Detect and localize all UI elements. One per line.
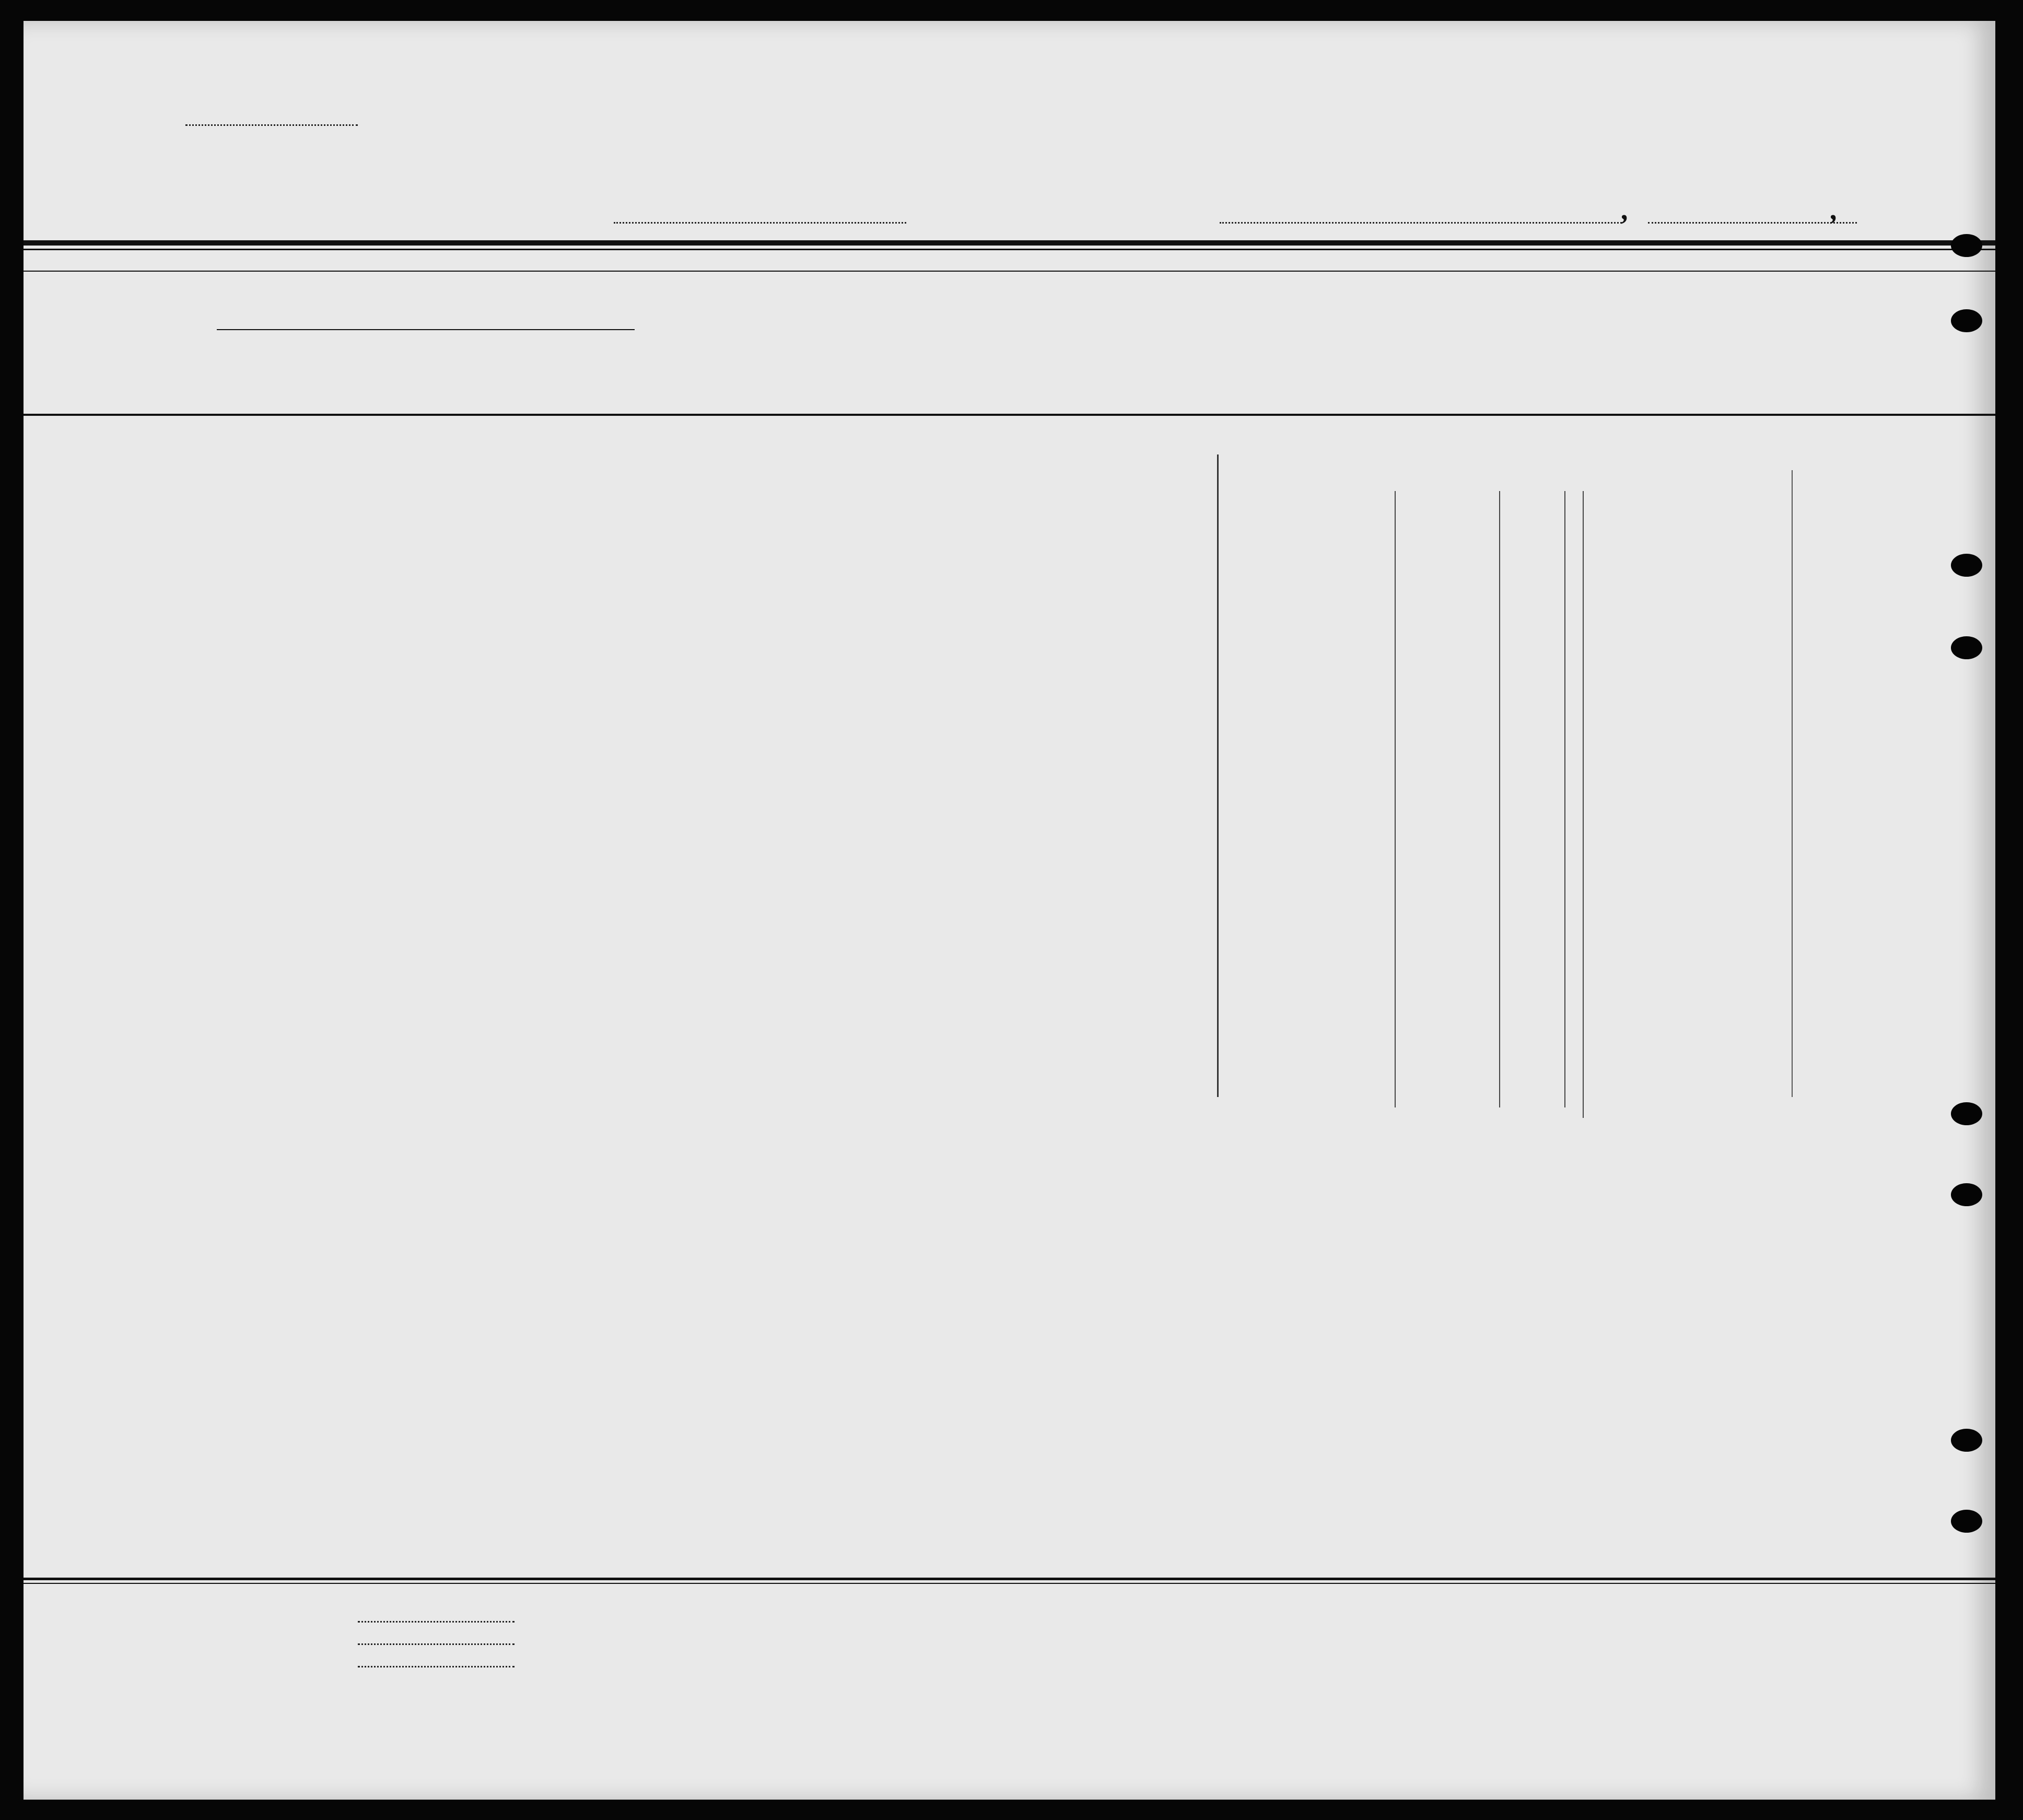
- top-rule: [24, 240, 1995, 246]
- top-rule-thin: [24, 249, 1995, 250]
- punch-hole: [1951, 1183, 1982, 1206]
- punch-hole: [1951, 309, 1982, 332]
- footer-citizens-line: [358, 1643, 514, 1645]
- footer-aliens-line: [358, 1666, 514, 1667]
- bottom-rule: [24, 1578, 1995, 1580]
- number-row-rule: [24, 271, 1995, 272]
- place-ditto-line: [1499, 491, 1500, 1107]
- punch-hole: [1951, 636, 1982, 659]
- date-ditto-line: [1583, 491, 1584, 1118]
- date-line: [1648, 222, 1857, 224]
- visa-ditto-line: [1395, 491, 1396, 1107]
- sailing-line: [1220, 222, 1622, 224]
- manifest-sheet: [24, 21, 1995, 1800]
- punch-hole: [1951, 1510, 1982, 1533]
- punch-hole: [1951, 1429, 1982, 1452]
- name-sub-rule: [217, 329, 635, 330]
- res-ditto-line: [1792, 470, 1793, 1097]
- list-line: [185, 124, 358, 126]
- header-bottom-rule: [24, 414, 1995, 416]
- bottom-rule-thin: [24, 1583, 1995, 1584]
- ss-line: [614, 222, 906, 224]
- punch-hole: [1951, 234, 1982, 257]
- birth-ditto-line: [1217, 454, 1219, 1097]
- footer-total-line: [358, 1621, 514, 1623]
- punch-hole: [1951, 554, 1982, 577]
- comma-year: ,: [1831, 194, 1838, 226]
- place-ditto-line-2: [1564, 491, 1565, 1107]
- punch-hole: [1951, 1102, 1982, 1125]
- comma: ,: [1622, 194, 1629, 226]
